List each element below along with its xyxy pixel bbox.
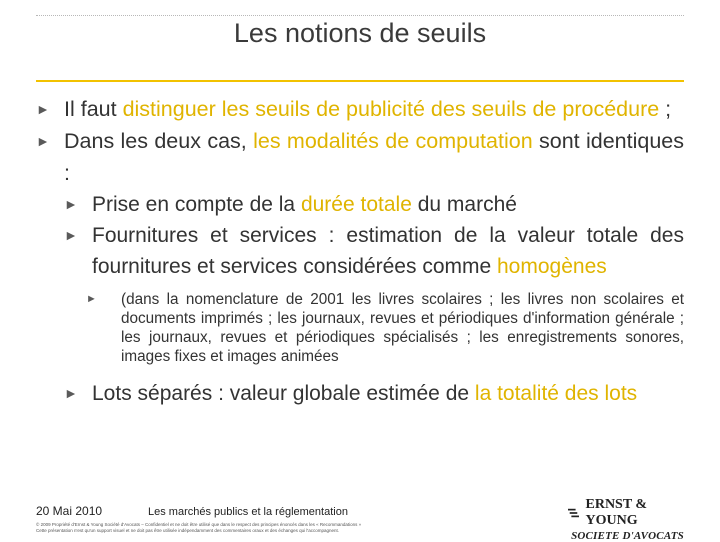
bullet-2-2 — [36, 220, 684, 282]
right-triangle-icon: ► — [36, 133, 50, 149]
right-triangle-icon: ► — [64, 196, 78, 212]
bullet-1-text: Il faut — [64, 97, 123, 121]
logo-line-2: SOCIETE D'AVOCATS — [571, 530, 684, 542]
footer-title: Les marchés publics et la réglementation — [148, 506, 348, 518]
bullet-2-2-1-text: (dans la nomenclature de 2001 les livres scolaires ; les livres non scolaires et documents imprimés ; les journaux, revues et périodiques d'information générale ; les journaux, revues et périodiques spécialisés ; les enregistrements sonores, images fixes et images animées — [121, 291, 684, 365]
bullet-2-1-text-end: du marché — [411, 193, 517, 216]
right-triangle-icon: ► — [86, 293, 97, 305]
ey-mark-icon — [568, 507, 582, 519]
bullet-2-1 — [36, 189, 684, 220]
slide-title: Les notions de seuils — [233, 18, 487, 48]
footer-disclaimer: Cette présentation n'est qu'un support visuel et ne doit pas être utilisée indépendamment des commentaires oraux et des échanges qui l'accompagnent. — [36, 528, 340, 533]
bullet-1 — [36, 93, 684, 125]
bullet-2-highlight: les modalités de computation — [253, 129, 533, 153]
title-bottom-rule — [36, 80, 684, 82]
bullet-2-2-1 — [36, 290, 684, 366]
bullet-2-text-end: sont identiques : — [64, 129, 684, 185]
bullet-2-1-text: Prise en compte de la — [92, 193, 301, 216]
bullet-2-2-text: Fournitures et services : estimation de la valeur totale des fournitures et services considérées comme — [92, 224, 684, 278]
title-top-rule — [36, 15, 684, 16]
footer-date: 20 Mai 2010 — [36, 504, 103, 518]
bullet-2-2-highlight: homogènes — [497, 255, 607, 278]
bullet-2 — [36, 125, 684, 189]
bullet-1-highlight: distinguer les seuils de publicité des seuils de procédure — [122, 97, 660, 121]
slide-content — [36, 93, 684, 409]
bullet-2-3-highlight: la totalité des lots — [474, 382, 638, 405]
bullet-2-text: Dans les deux cas, — [64, 129, 254, 153]
bullet-2-3-text: Lots séparés : valeur globale estimée de — [92, 382, 475, 405]
right-triangle-icon: ► — [36, 101, 50, 117]
bullet-2-1-highlight: durée totale — [300, 193, 412, 216]
logo-line-1: ERNST & YOUNG — [585, 497, 648, 528]
ernst-young-logo — [568, 497, 684, 542]
footer-copyright: © 2009 Propriété d'Ernst & Young Société d'Avocats – Confidentiel et ne doit être utilisé que dans le respect des principes énoncés dans les « Recommandations » — [36, 522, 362, 527]
bullet-2-3 — [36, 378, 684, 409]
right-triangle-icon: ► — [64, 385, 78, 401]
right-triangle-icon: ► — [64, 227, 78, 243]
bullet-1-text-end: ; — [659, 97, 672, 121]
